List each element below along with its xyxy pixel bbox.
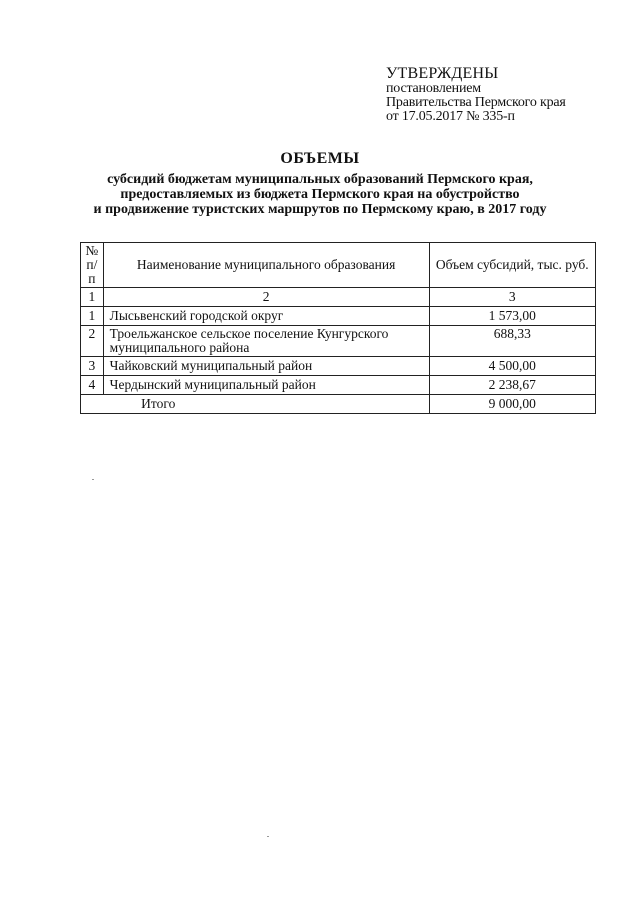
column-index-row (81, 288, 596, 307)
row-num: 2 (81, 326, 104, 357)
row-sum: 688,33 (429, 326, 595, 357)
row-sum: 1 573,00 (429, 307, 595, 326)
column-index-3: 3 (429, 288, 595, 307)
total-label: Итого (103, 395, 429, 414)
header-name: Наименование муниципального образования (103, 243, 429, 288)
table-row (81, 357, 596, 376)
total-sum: 9 000,00 (429, 395, 595, 414)
row-sum: 4 500,00 (429, 357, 595, 376)
table-header-row (81, 243, 596, 288)
row-name: Чердынский муниципальный район (103, 376, 429, 395)
column-index-2: 2 (103, 288, 429, 307)
column-index-1: 1 (81, 288, 104, 307)
scan-speck (267, 836, 269, 837)
approval-stamp-heading: УТВЕРЖДЕНЫ (386, 65, 499, 82)
row-sum: 2 238,67 (429, 376, 595, 395)
subsidy-table (80, 242, 596, 414)
approval-stamp (386, 66, 626, 124)
approval-stamp-line-1: постановлением (386, 81, 481, 96)
document-subtitle-line-1: субсидий бюджетам муниципальных образований Пермского края, (107, 172, 533, 187)
document-subtitle (60, 172, 580, 217)
document-subtitle-line-2: предоставляемых из бюджета Пермского края на обустройство (120, 187, 520, 202)
row-num: 3 (81, 357, 104, 376)
scan-speck (92, 479, 94, 480)
document-title: ОБЪЕМЫ (280, 150, 360, 167)
document-subtitle-line-3: и продвижение туристских маршрутов по Пермскому краю, в 2017 году (93, 202, 547, 217)
table-row (81, 376, 596, 395)
approval-stamp-line-3: от 17.05.2017 № 335-п (386, 109, 515, 124)
row-name: Лысьвенский городской округ (103, 307, 429, 326)
row-num: 4 (81, 376, 104, 395)
header-num: № п/п (81, 243, 104, 288)
header-sum: Объем субсидий, тыс. руб. (429, 243, 595, 288)
table-total-row (81, 395, 596, 414)
table-row (81, 307, 596, 326)
row-name: Троельжанское сельское поселение Кунгурского муниципального района (103, 326, 429, 357)
row-name: Чайковский муниципальный район (103, 357, 429, 376)
row-num: 1 (81, 307, 104, 326)
total-num-empty (81, 395, 104, 414)
approval-stamp-line-2: Правительства Пермского края (386, 95, 566, 110)
table-row (81, 326, 596, 357)
